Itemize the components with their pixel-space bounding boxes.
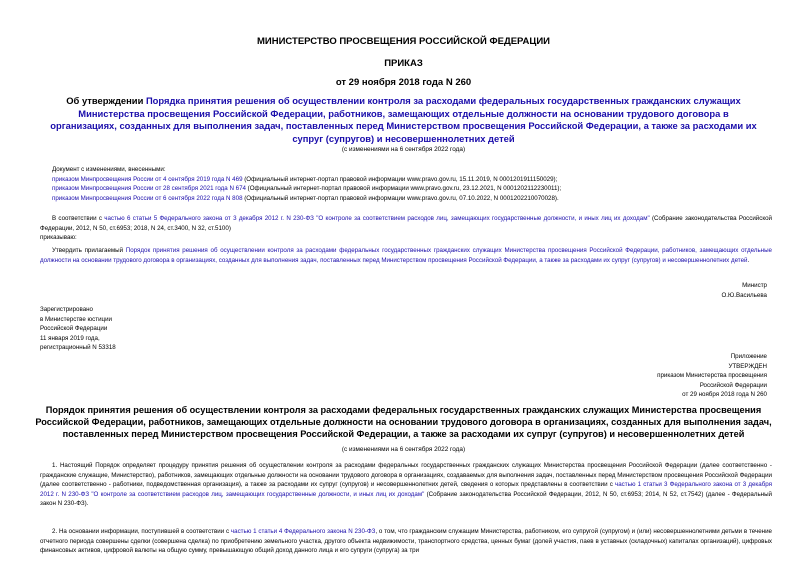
amending-order-link-2[interactable]: приказом Минпросвещения России от 28 сентября 2021 года N 674 [52, 185, 246, 193]
order-clause: приказываю: [40, 234, 77, 242]
document-date: от 29 ноября 2018 года N 260 [335, 77, 472, 88]
approve-paragraph: Утвердить прилагаемый Порядок принятия решения об осуществлении контроля за расходами федеральных государственных гражданских служащих Министерства просвещения Российской Федерации, работников, замещающих отдельные должности на основании трудового договора в организациях, созданных для выполнения задач, поставленных перед Министерством просвещения Российской Федерации, а также за расходами их супруг (супругов) и несовершеннолетних детей. [40, 247, 772, 264]
order-title-link[interactable]: Порядка принятия решения об осуществлении контроля за расходами федеральных государственных гражданских служащих Министерства просвещения Российской Федерации, работников, замещающих отдельные должности на основании трудового договора в организациях, созданных для выполнения задач, поставленных перед Министерством просвещения Российской Федерации, а также за расходами их супруг (супругов) и несовершеннолетних детей [50, 95, 757, 144]
registration-block: Зарегистрировано в Министерстве юстиции Российской Федерации 11 января 2019 года, регистрационный N 53318 [40, 306, 116, 352]
procedure-link[interactable]: Порядок принятия решения об осуществлении контроля за расходами федеральных государственных гражданских служащих Министерства просвещения Российской Федерации, работников, замещающих отдельные должности на основании трудового договора в организациях, созданных для выполнения задач, поставленных перед Министерством просвещения Российской Федерации, а также за расходами их супруг (супругов) и несовершеннолетних детей [40, 247, 772, 264]
minister-signature [721, 281, 767, 300]
appendix-block: Приложение УТВЕРЖДЕН приказом Министерства просвещения Российской Федерации от 29 ноября 2018 года N 260 [657, 353, 767, 399]
list-item: приказом Минпросвещения России от 28 сентября 2021 года N 674 (Официальный интернет-портал правовой информации www.pravo.gov.ru, 23.12.2021, N 0001202112230011); [52, 185, 562, 193]
law-230fz-article5-link[interactable]: частью 6 статьи 5 Федерального закона от 3 декабря 2012 г. N 230-ФЗ "О контроле за соответствием расходов лиц, замещающих государственные должности, и иных лиц их доходам" [104, 215, 650, 222]
law-230fz-article3-link[interactable]: частью 1 статьи 3 Федерального закона от 3 декабря 2012 г. N 230-ФЗ "О контроле за соответствием расходов лиц, замещающих государственные должности, и иных лиц их доходам" [40, 481, 772, 498]
order-title [45, 95, 762, 145]
amending-order-link-3[interactable]: приказом Минпросвещения России от 6 сентября 2022 года N 808 [52, 194, 243, 202]
list-item: приказом Минпросвещения России от 6 сентября 2022 года N 808 (Официальный интернет-портал правовой информации www.pravo.gov.ru, 07.10.2022, N 0001202210070028). [52, 194, 559, 202]
list-item: приказом Минпросвещения России от 4 сентября 2019 года N 469 (Официальный интернет-портал правовой информации www.pravo.gov.ru, 15.11.2019, N 0001201911150029); [52, 175, 558, 183]
minister-role: Министр [742, 282, 767, 289]
law-230fz-article4-link[interactable]: частью 1 статьи 4 Федерального закона N 230-ФЗ [230, 528, 376, 535]
amending-documents-heading: Документ с изменениями, внесенными: [52, 166, 166, 173]
minister-name: О.Ю.Васильева [721, 291, 767, 299]
legal-basis-paragraph: В соответствии с частью 6 статьи 5 Федерального закона от 3 декабря 2012 г. N 230-ФЗ "О контроле за соответствием расходов лиц, замещающих государственные должности, и иных лиц их доходам" (Собрание законодательства Российской Федерации, 2012, N 50, ст.6953; 2018, N 24, ст.3400, N 32, ст.5100) приказываю: [40, 215, 772, 242]
procedure-amendment-note: (с изменениями на 6 сентября 2022 года) [341, 446, 466, 453]
document-type: ПРИКАЗ [384, 58, 423, 69]
procedure-paragraph-1: 1. Настоящий Порядок определяет процедуру принятия решения об осуществлении контроля за расходами федеральных государственных гражданских служащих Министерства просвещения Российской Федерации (далее соответственно - гражданские служащие, Министерство), работников, замещающих отдельные должности на основании трудового договора в организациях, создаваемых для выполнения задач, поставленных перед Министерством просвещения Российской Федерации (далее соответственно - работники, подведомственная организация), а также за расходами их супруг (супругов) и несовершеннолетних детей, сведения о которых представлены в соответствии с частью 1 статьи 3 Федерального закона от 3 декабря 2012 г. N 230-ФЗ "О контроле за соответствием расходов лиц, замещающих государственные должности, и иных лиц их доходам" (Собрание законодательства Российской Федерации, 2012, N 50, ст.6953; 2014, N 52, ст.7542) (далее - Федеральный закон N 230-ФЗ). [40, 462, 772, 508]
procedure-paragraph-2: 2. На основании информации, поступившей в соответствии с частью 1 статьи 4 Федерального закона N 230-ФЗ, о том, что гражданским служащим Министерства, работником, его супругой (супругом) и (или) несовершеннолетними детьми в течение отчетного периода совершены сделки (совершена сделка) по приобретению земельного участка, другого объекта недвижимости, транспортного средства, ценных бумаг (долей участия, паев в уставных (складочных) капиталах организаций), цифровых финансовых активов, цифровой валюты на общую сумму, превышающую общий доход данного лица и его супруги (супруга) за три [40, 528, 772, 555]
ministry-name: МИНИСТЕРСТВО ПРОСВЕЩЕНИЯ РОССИЙСКОЙ ФЕДЕРАЦИИ [256, 36, 551, 47]
procedure-title: Порядок принятия решения об осуществлении контроля за расходами федеральных государственных гражданских служащих Министерства просвещения Российской Федерации, работников, замещающих отдельные должности на основании трудового договора в организациях, созданных для выполнения задач, поставленных перед Министерством просвещения Российской Федерации, а также за расходами их супруг (супругов) и несовершеннолетних детей [35, 405, 772, 439]
amending-order-link-1[interactable]: приказом Минпросвещения России от 4 сентября 2019 года N 469 [52, 175, 243, 183]
amending-documents-list [52, 165, 772, 203]
amendment-note: (с изменениями на 6 сентября 2022 года) [341, 146, 466, 153]
order-title-prefix: Об утверждении [66, 95, 146, 106]
